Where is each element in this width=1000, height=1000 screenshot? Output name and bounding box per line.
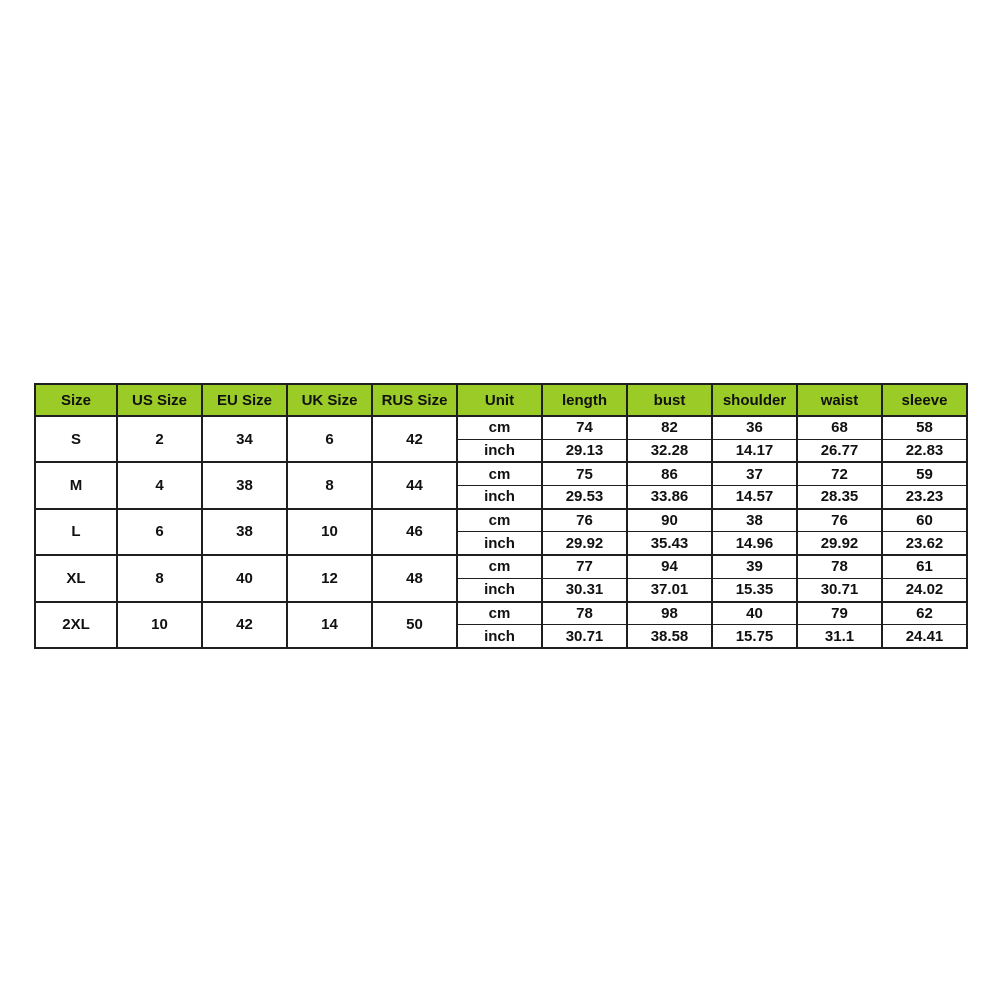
unit-cell: inch [457,439,542,462]
header-cell-waist: waist [797,384,882,416]
header-cell-size: Size [35,384,117,416]
length-value-cell: 77 [542,555,627,578]
size-cell: M [35,462,117,508]
header-cell-uk-size: UK Size [287,384,372,416]
shoulder-value-cell: 14.96 [712,532,797,555]
unit-cell: inch [457,625,542,648]
header-cell-sleeve: sleeve [882,384,967,416]
row-2xl-cm [35,602,967,625]
bust-value-cell: 86 [627,462,712,485]
unit-cell: cm [457,509,542,532]
waist-value-cell: 68 [797,416,882,439]
bust-value-cell: 82 [627,416,712,439]
waist-value-cell: 31.1 [797,625,882,648]
header-cell-shoulder: shoulder [712,384,797,416]
sleeve-value-cell: 24.41 [882,625,967,648]
uk-size-cell: 14 [287,602,372,649]
rus-size-cell: 50 [372,602,457,649]
bust-value-cell: 38.58 [627,625,712,648]
unit-cell: inch [457,532,542,555]
unit-cell: cm [457,462,542,485]
bust-value-cell: 98 [627,602,712,625]
row-l-cm [35,509,967,532]
bust-value-cell: 90 [627,509,712,532]
sleeve-value-cell: 22.83 [882,439,967,462]
bust-value-cell: 33.86 [627,486,712,509]
sleeve-value-cell: 59 [882,462,967,485]
length-value-cell: 29.53 [542,486,627,509]
uk-size-cell: 10 [287,509,372,555]
sleeve-value-cell: 23.62 [882,532,967,555]
rus-size-cell: 42 [372,416,457,462]
us-size-cell: 10 [117,602,202,649]
size-cell: S [35,416,117,462]
waist-value-cell: 30.71 [797,578,882,601]
unit-cell: cm [457,602,542,625]
unit-cell: cm [457,416,542,439]
header-cell-rus-size: RUS Size [372,384,457,416]
length-value-cell: 76 [542,509,627,532]
header-cell-length: length [542,384,627,416]
sleeve-value-cell: 23.23 [882,486,967,509]
size-cell: XL [35,555,117,601]
waist-value-cell: 26.77 [797,439,882,462]
length-value-cell: 30.31 [542,578,627,601]
length-value-cell: 74 [542,416,627,439]
row-m-cm [35,462,967,485]
eu-size-cell: 38 [202,462,287,508]
uk-size-cell: 6 [287,416,372,462]
header-cell-us-size: US Size [117,384,202,416]
sleeve-value-cell: 24.02 [882,578,967,601]
shoulder-value-cell: 36 [712,416,797,439]
waist-value-cell: 28.35 [797,486,882,509]
shoulder-value-cell: 14.17 [712,439,797,462]
us-size-cell: 8 [117,555,202,601]
shoulder-value-cell: 38 [712,509,797,532]
shoulder-value-cell: 15.75 [712,625,797,648]
uk-size-cell: 8 [287,462,372,508]
waist-value-cell: 72 [797,462,882,485]
length-value-cell: 30.71 [542,625,627,648]
waist-value-cell: 79 [797,602,882,625]
size-cell: 2XL [35,602,117,649]
waist-value-cell: 76 [797,509,882,532]
sleeve-value-cell: 61 [882,555,967,578]
eu-size-cell: 38 [202,509,287,555]
length-value-cell: 78 [542,602,627,625]
unit-cell: inch [457,486,542,509]
length-value-cell: 29.13 [542,439,627,462]
length-value-cell: 75 [542,462,627,485]
row-xl-cm [35,555,967,578]
header-cell-eu-size: EU Size [202,384,287,416]
bust-value-cell: 94 [627,555,712,578]
sleeve-value-cell: 58 [882,416,967,439]
shoulder-value-cell: 14.57 [712,486,797,509]
shoulder-value-cell: 40 [712,602,797,625]
bust-value-cell: 37.01 [627,578,712,601]
bust-value-cell: 32.28 [627,439,712,462]
sleeve-value-cell: 62 [882,602,967,625]
eu-size-cell: 42 [202,602,287,649]
shoulder-value-cell: 15.35 [712,578,797,601]
header-row [35,384,967,416]
size-cell: L [35,509,117,555]
size-chart-table [34,383,968,649]
uk-size-cell: 12 [287,555,372,601]
us-size-cell: 2 [117,416,202,462]
bust-value-cell: 35.43 [627,532,712,555]
rus-size-cell: 44 [372,462,457,508]
eu-size-cell: 34 [202,416,287,462]
size-chart-body [35,416,967,648]
unit-cell: inch [457,578,542,601]
waist-value-cell: 78 [797,555,882,578]
shoulder-value-cell: 37 [712,462,797,485]
header-cell-unit: Unit [457,384,542,416]
waist-value-cell: 29.92 [797,532,882,555]
sleeve-value-cell: 60 [882,509,967,532]
shoulder-value-cell: 39 [712,555,797,578]
length-value-cell: 29.92 [542,532,627,555]
unit-cell: cm [457,555,542,578]
row-s-cm [35,416,967,439]
rus-size-cell: 48 [372,555,457,601]
rus-size-cell: 46 [372,509,457,555]
eu-size-cell: 40 [202,555,287,601]
us-size-cell: 4 [117,462,202,508]
us-size-cell: 6 [117,509,202,555]
header-cell-bust: bust [627,384,712,416]
size-chart-header [35,384,967,416]
